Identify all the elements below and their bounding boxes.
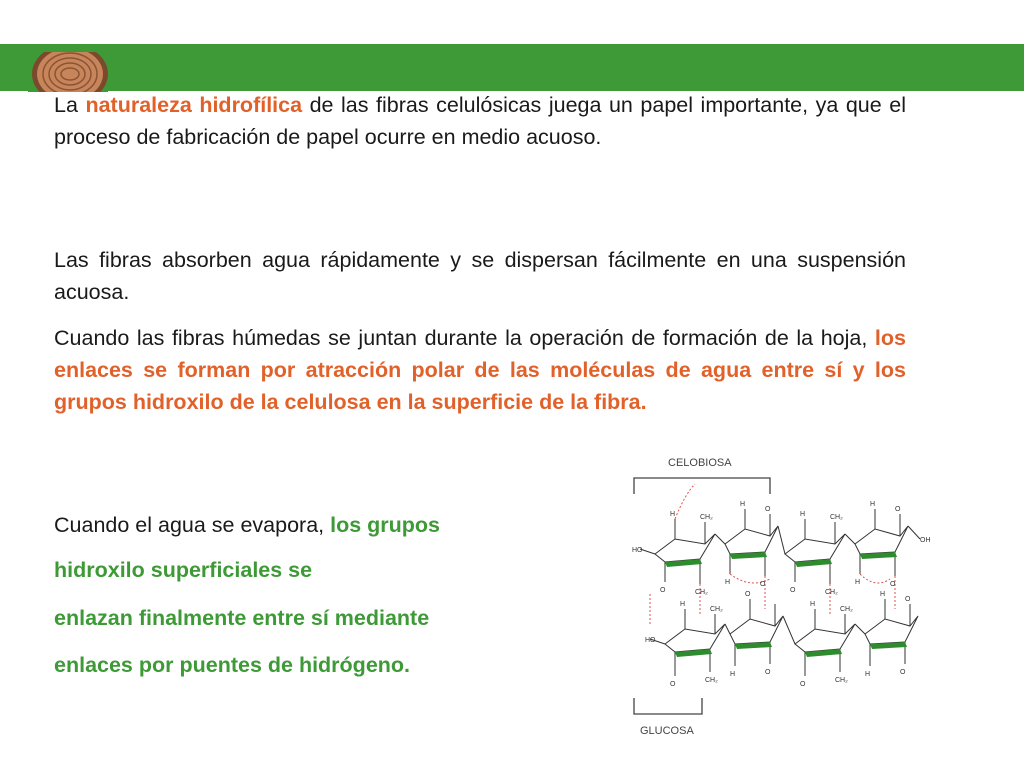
svg-text:HO: HO xyxy=(645,637,656,644)
evaporation-line-4: enlaces por puentes de hidrógeno. xyxy=(54,653,411,677)
wood-rings-icon xyxy=(28,44,108,92)
svg-text:O: O xyxy=(745,591,751,598)
svg-text:CH₂: CH₂ xyxy=(695,589,708,596)
svg-text:CH₂: CH₂ xyxy=(710,606,723,613)
bottom-chain xyxy=(650,599,918,676)
atom-labels xyxy=(632,501,931,688)
svg-text:HO: HO xyxy=(632,547,643,554)
diagram-label-glucosa: GLUCOSA xyxy=(640,725,694,737)
hydrogen-bonds xyxy=(650,484,895,624)
celobiosa-bracket xyxy=(634,478,770,494)
svg-text:O: O xyxy=(765,506,771,513)
svg-text:H: H xyxy=(730,671,736,678)
svg-text:O: O xyxy=(660,587,666,594)
svg-text:CH₂: CH₂ xyxy=(705,677,718,684)
svg-text:O: O xyxy=(670,681,676,688)
cellulose-structure-diagram xyxy=(620,444,940,744)
svg-text:H: H xyxy=(855,579,861,586)
svg-text:O: O xyxy=(765,669,771,676)
p4-text-a: Cuando el agua se evapora, xyxy=(54,513,331,537)
svg-text:H: H xyxy=(800,511,806,518)
svg-text:O: O xyxy=(905,596,911,603)
paragraph-hydrophilic xyxy=(54,89,906,153)
svg-text:CH₂: CH₂ xyxy=(700,514,713,521)
p4-highlight-a: los grupos xyxy=(330,513,441,537)
header-bar xyxy=(0,44,1024,91)
p3-text-a: Cuando las fibras húmedas se juntan durante la operación de formación de la hoja, xyxy=(54,326,875,350)
svg-text:H: H xyxy=(670,511,676,518)
svg-text:H: H xyxy=(725,579,731,586)
evaporation-line-2: hidroxilo superficiales se xyxy=(54,558,313,582)
svg-text:CH₂: CH₂ xyxy=(830,514,843,521)
svg-text:H: H xyxy=(865,671,871,678)
svg-text:CH₂: CH₂ xyxy=(835,677,848,684)
svg-text:O: O xyxy=(800,681,806,688)
svg-text:H: H xyxy=(810,601,816,608)
svg-text:O: O xyxy=(895,506,901,513)
p3-highlight: los enlaces se forman por atracción polar de las moléculas de agua entre sí y los grupos hidroxilo de la celulosa en la superficie de la fibra. xyxy=(54,326,906,414)
paragraph-absorption xyxy=(54,244,906,308)
p1-text-b: de las fibras celulósicas juega un papel importante, ya que el proceso de fabricación de papel ocurre en medio acuoso. xyxy=(54,93,906,149)
paragraph-bond-formation xyxy=(54,322,906,418)
svg-text:CH₂: CH₂ xyxy=(825,589,838,596)
glucosa-bracket xyxy=(634,698,702,714)
p1-text-a: La xyxy=(54,93,86,117)
diagram-label-celobiosa: CELOBIOSA xyxy=(668,457,732,469)
svg-text:O: O xyxy=(890,581,896,588)
p1-highlight: naturaleza hidrofílica xyxy=(85,93,303,117)
svg-text:H: H xyxy=(880,591,886,598)
top-chain xyxy=(640,509,920,584)
svg-text:H: H xyxy=(680,601,686,608)
p2-text: Las fibras absorben agua rápidamente y se dispersan fácilmente en una suspensión acuosa. xyxy=(54,248,906,304)
svg-text:H: H xyxy=(740,501,746,508)
svg-text:O: O xyxy=(760,581,766,588)
svg-text:CH₂: CH₂ xyxy=(840,606,853,613)
svg-text:O: O xyxy=(790,587,796,594)
svg-text:O: O xyxy=(900,669,906,676)
evaporation-line-3: enlazan finalmente entre sí mediante xyxy=(54,606,430,630)
svg-text:H: H xyxy=(870,501,876,508)
evaporation-line-1 xyxy=(54,510,440,540)
svg-text:OH: OH xyxy=(920,537,931,544)
